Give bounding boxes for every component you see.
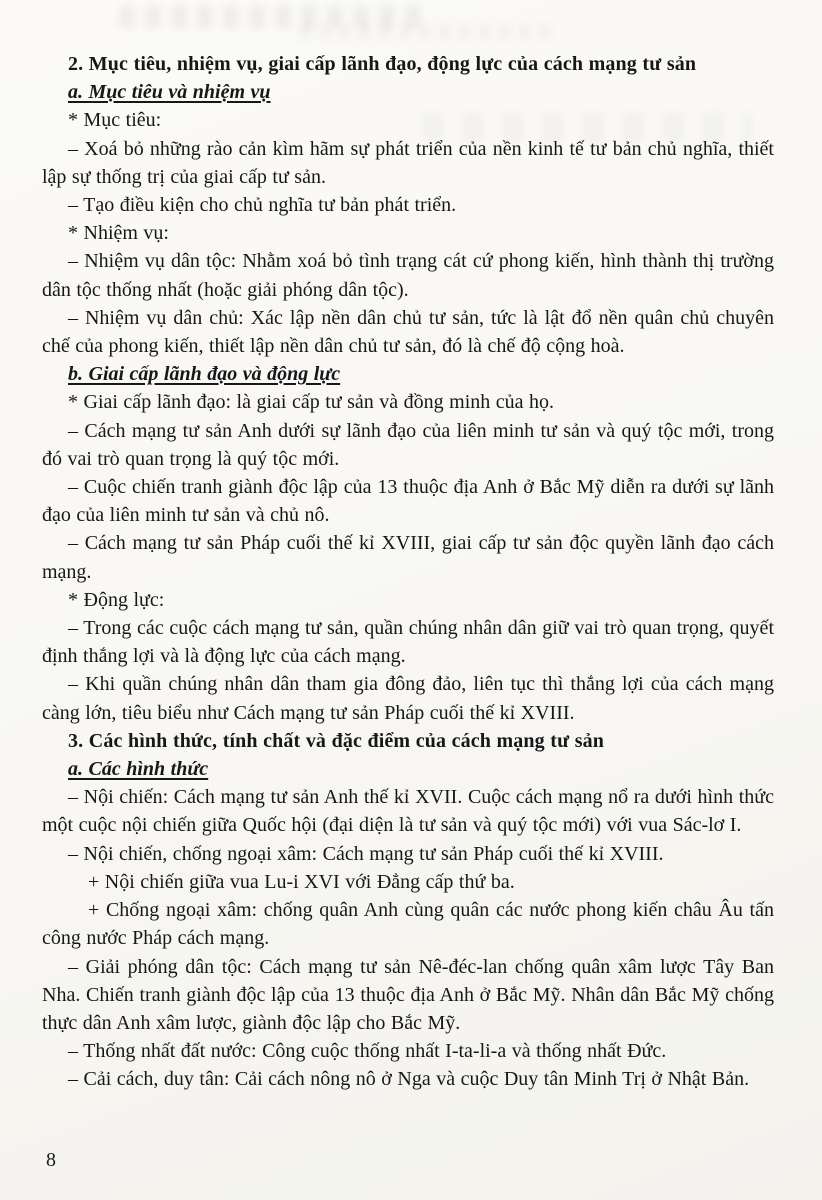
paragraph: * Mục tiêu:: [68, 109, 162, 132]
paragraph: * Nhiệm vụ:: [68, 222, 169, 245]
subsection-heading: b. Giai cấp lãnh đạo và động lực: [68, 363, 341, 386]
paragraph: – Nhiệm vụ dân chủ: Xác lập nền dân chủ tư sản, tức là lật đổ nền quân chủ chuyên chế của phong kiến, thiết lập nền dân chủ tư sản, đó là chế độ cộng hoà.: [42, 306, 774, 358]
sub-list-item: + Chống ngoại xâm: chống quân Anh cùng quân các nước phong kiến châu Âu tấn công nước Pháp cách mạng.: [42, 899, 774, 950]
paragraph: – Cách mạng tư sản Anh dưới sự lãnh đạo của liên minh tư sản và quý tộc mới, trong đó vai trò quan trọng là quý tộc mới.: [42, 419, 774, 470]
sub-list-item: + Nội chiến giữa vua Lu-i XVI với Đẳng cấp thứ ba.: [88, 870, 515, 893]
paragraph: – Cách mạng tư sản Pháp cuối thế kỉ XVIII, giai cấp tư sản độc quyền lãnh đạo cách mạng.: [42, 532, 774, 583]
scan-bleedthrough-artifact: [300, 24, 560, 40]
section-heading: 2. Mục tiêu, nhiệm vụ, giai cấp lãnh đạo, động lực của cách mạng tư sản: [68, 53, 697, 75]
paragraph: – Nhiệm vụ dân tộc: Nhằm xoá bỏ tình trạng cát cứ phong kiến, hình thành thị trường dân tộc thống nhất (hoặc giải phóng dân tộc).: [42, 250, 774, 301]
paragraph: – Tạo điều kiện cho chủ nghĩa tư bản phát triển.: [68, 194, 457, 217]
subsection-heading: a. Mục tiêu và nhiệm vụ: [68, 81, 271, 104]
page-number: 8: [46, 1148, 56, 1171]
paragraph: – Khi quần chúng nhân dân tham gia đông đảo, liên tục thì thắng lợi của cách mạng càng lớn, tiêu biểu như Cách mạng tư sản Pháp cuối thế kỉ XVIII.: [42, 673, 774, 724]
paragraph: * Động lực:: [68, 588, 165, 611]
paragraph: – Giải phóng dân tộc: Cách mạng tư sản Nê-đéc-lan chống quân xâm lược Tây Ban Nha. Chiến tranh giành độc lập của 13 thuộc địa Anh ở Bắc Mỹ. Nhân dân Bắc Mỹ chống thực dân Anh xâm lược, giành độc lập cho Bắc Mỹ.: [42, 955, 774, 1034]
scan-bleedthrough-artifact: [120, 6, 420, 28]
paragraph: – Cuộc chiến tranh giành độc lập của 13 thuộc địa Anh ở Bắc Mỹ diễn ra dưới sự lãnh đạo của liên minh tư sản và chủ nô.: [42, 476, 774, 527]
paragraph: – Thống nhất đất nước: Công cuộc thống nhất I-ta-li-a và thống nhất Đức.: [68, 1040, 667, 1063]
section-heading: 3. Các hình thức, tính chất và đặc điểm của cách mạng tư sản: [68, 729, 604, 752]
paragraph: – Nội chiến, chống ngoại xâm: Cách mạng tư sản Pháp cuối thế kỉ XVIII.: [68, 842, 664, 865]
paragraph: – Nội chiến: Cách mạng tư sản Anh thế kỉ XVII. Cuộc cách mạng nổ ra dưới hình thức một cuộc nội chiến giữa Quốc hội (đại diện là tư sản và quý tộc mới) với vua Sác-lơ I.: [42, 786, 774, 837]
paragraph: – Xoá bỏ những rào cản kìm hãm sự phát triển của nền kinh tế tư bản chủ nghĩa, thiết lập sự thống trị của giai cấp tư sản.: [42, 137, 774, 188]
paragraph: – Cải cách, duy tân: Cải cách nông nô ở Nga và cuộc Duy tân Minh Trị ở Nhật Bản.: [68, 1068, 750, 1091]
subsection-heading: a. Các hình thức: [68, 758, 209, 781]
paragraph: * Giai cấp lãnh đạo: là giai cấp tư sản và đồng minh của họ.: [68, 391, 555, 414]
paragraph: – Trong các cuộc cách mạng tư sản, quần chúng nhân dân giữ vai trò quan trọng, quyết định thắng lợi và là động lực của cách mạng.: [42, 617, 774, 668]
page-content: [42, 50, 774, 1094]
